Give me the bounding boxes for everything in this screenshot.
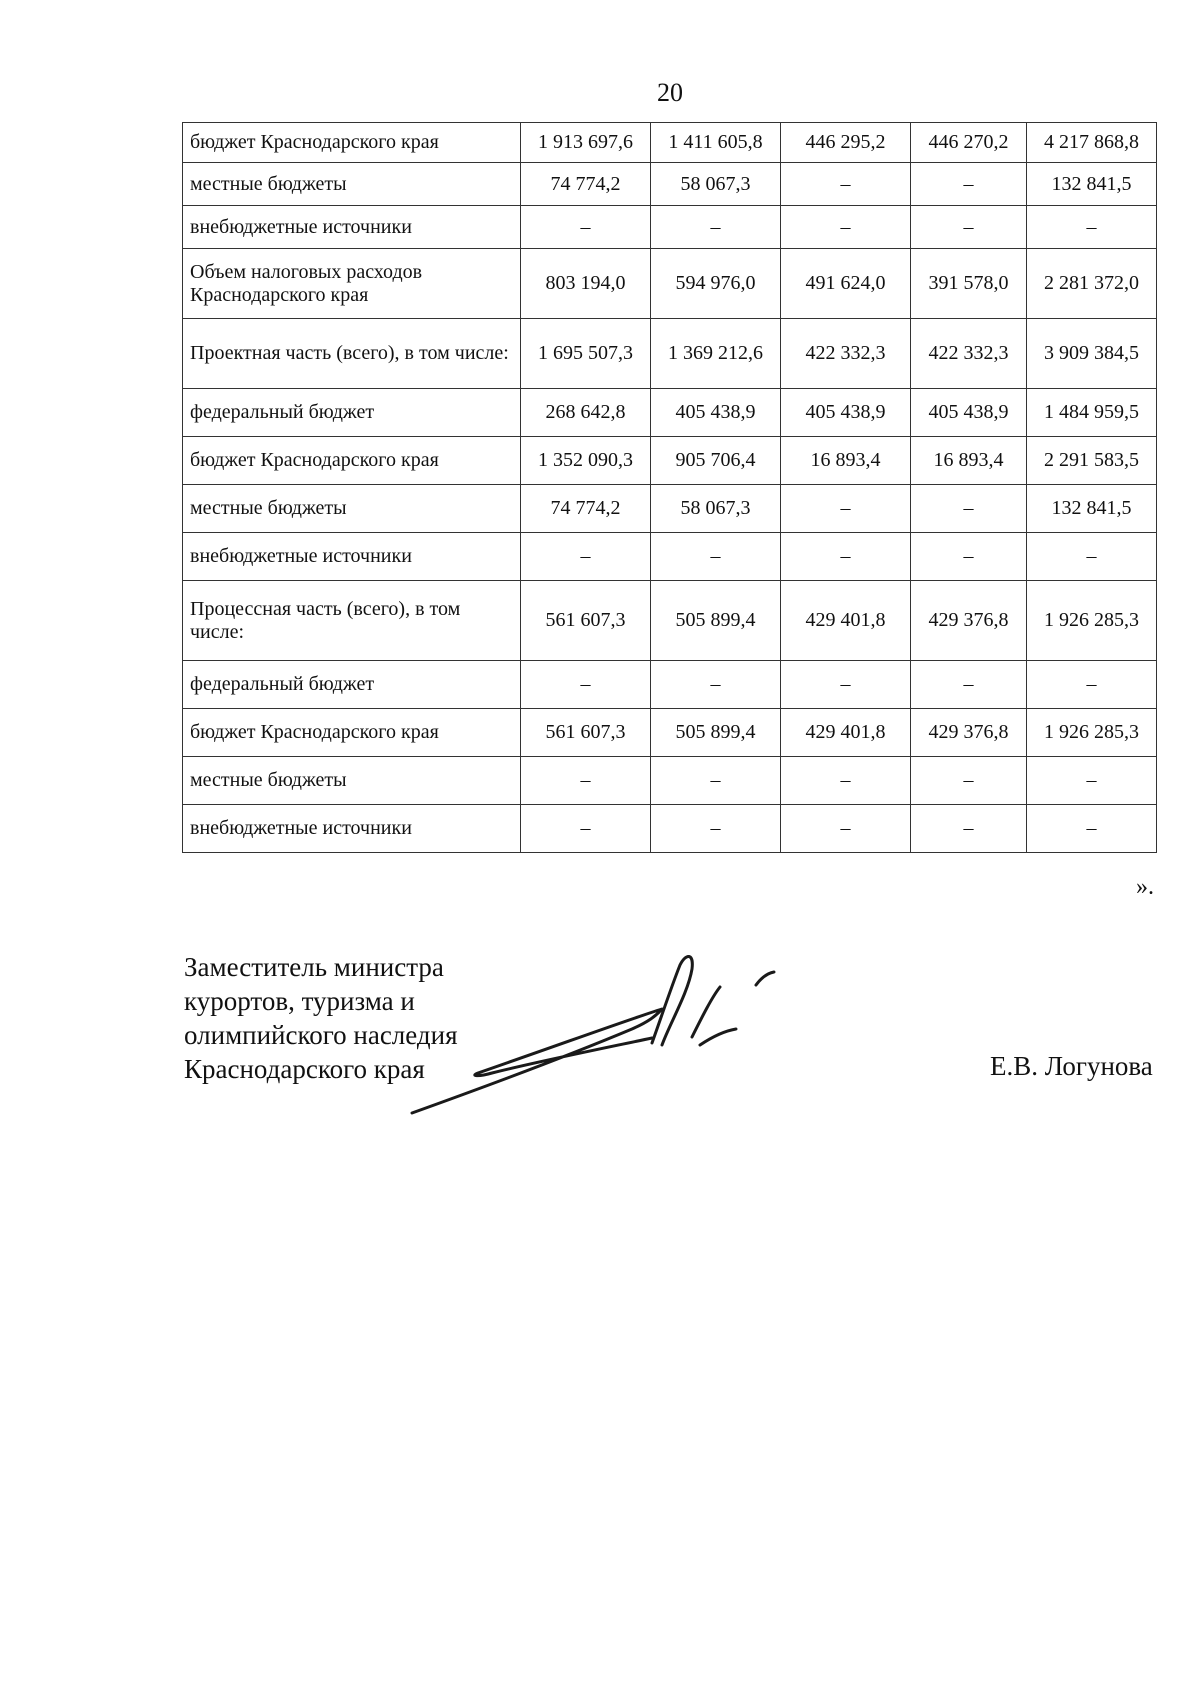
value-cell: –: [911, 757, 1027, 805]
value-cell: –: [521, 757, 651, 805]
row-label: внебюджетные источники: [183, 206, 521, 249]
value-cell: 505 899,4: [651, 581, 781, 661]
value-cell: –: [651, 661, 781, 709]
row-label: местные бюджеты: [183, 757, 521, 805]
value-cell: –: [781, 805, 911, 853]
value-cell: –: [1027, 206, 1157, 249]
value-cell: –: [651, 805, 781, 853]
value-cell: 429 401,8: [781, 581, 911, 661]
value-cell: –: [911, 805, 1027, 853]
value-cell: 505 899,4: [651, 709, 781, 757]
row-label: Проектная часть (всего), в том числе:: [183, 319, 521, 389]
table-row: [183, 163, 1157, 206]
table-row: [183, 485, 1157, 533]
value-cell: –: [911, 485, 1027, 533]
value-cell: 1 484 959,5: [1027, 389, 1157, 437]
table-row: [183, 757, 1157, 805]
table-row: [183, 661, 1157, 709]
table-row: [183, 805, 1157, 853]
value-cell: 1 926 285,3: [1027, 581, 1157, 661]
value-cell: 446 295,2: [781, 123, 911, 163]
value-cell: 429 376,8: [911, 581, 1027, 661]
row-label: бюджет Краснодарского края: [183, 437, 521, 485]
value-cell: 594 976,0: [651, 249, 781, 319]
value-cell: –: [911, 533, 1027, 581]
value-cell: –: [1027, 661, 1157, 709]
value-cell: –: [781, 163, 911, 206]
value-cell: 1 411 605,8: [651, 123, 781, 163]
value-cell: –: [911, 163, 1027, 206]
table-row: [183, 709, 1157, 757]
row-label: внебюджетные источники: [183, 805, 521, 853]
position-line: курортов, туризма и: [184, 986, 415, 1016]
row-label: местные бюджеты: [183, 485, 521, 533]
value-cell: 4 217 868,8: [1027, 123, 1157, 163]
value-cell: 1 369 212,6: [651, 319, 781, 389]
value-cell: 905 706,4: [651, 437, 781, 485]
row-label: Объем налоговых расходов Краснодарского края: [183, 249, 521, 319]
value-cell: 803 194,0: [521, 249, 651, 319]
row-label: Процессная часть (всего), в том числе:: [183, 581, 521, 661]
value-cell: 2 291 583,5: [1027, 437, 1157, 485]
value-cell: –: [781, 206, 911, 249]
budget-table: [182, 122, 1157, 853]
row-label: внебюджетные источники: [183, 533, 521, 581]
value-cell: 422 332,3: [781, 319, 911, 389]
value-cell: 16 893,4: [911, 437, 1027, 485]
row-label: бюджет Краснодарского края: [183, 709, 521, 757]
table-row: [183, 389, 1157, 437]
value-cell: –: [911, 206, 1027, 249]
value-cell: 446 270,2: [911, 123, 1027, 163]
value-cell: 391 578,0: [911, 249, 1027, 319]
value-cell: 2 281 372,0: [1027, 249, 1157, 319]
value-cell: 132 841,5: [1027, 485, 1157, 533]
value-cell: 429 401,8: [781, 709, 911, 757]
position-line: Краснодарского края: [184, 1054, 425, 1084]
value-cell: 268 642,8: [521, 389, 651, 437]
value-cell: –: [781, 533, 911, 581]
value-cell: –: [521, 661, 651, 709]
table-row: [183, 319, 1157, 389]
handwritten-signature: [400, 945, 820, 1125]
row-label: бюджет Краснодарского края: [183, 123, 521, 163]
row-label: местные бюджеты: [183, 163, 521, 206]
row-label: федеральный бюджет: [183, 661, 521, 709]
value-cell: 1 695 507,3: [521, 319, 651, 389]
table-row: [183, 533, 1157, 581]
page-number: 20: [657, 78, 683, 107]
signer-name: Е.В. Логунова: [990, 1051, 1153, 1081]
value-cell: –: [781, 757, 911, 805]
value-cell: 491 624,0: [781, 249, 911, 319]
table-row: [183, 206, 1157, 249]
value-cell: –: [651, 757, 781, 805]
value-cell: 132 841,5: [1027, 163, 1157, 206]
value-cell: –: [521, 206, 651, 249]
value-cell: 561 607,3: [521, 709, 651, 757]
value-cell: 1 926 285,3: [1027, 709, 1157, 757]
value-cell: –: [651, 206, 781, 249]
value-cell: 405 438,9: [651, 389, 781, 437]
value-cell: –: [1027, 533, 1157, 581]
table-row: [183, 123, 1157, 163]
value-cell: –: [521, 805, 651, 853]
value-cell: 422 332,3: [911, 319, 1027, 389]
table-row: [183, 249, 1157, 319]
closing-quote: ».: [1136, 874, 1154, 900]
value-cell: –: [781, 661, 911, 709]
value-cell: –: [521, 533, 651, 581]
value-cell: 58 067,3: [651, 163, 781, 206]
table-row: [183, 437, 1157, 485]
value-cell: –: [1027, 805, 1157, 853]
position-line: олимпийского наследия: [184, 1020, 458, 1050]
value-cell: 74 774,2: [521, 163, 651, 206]
row-label: федеральный бюджет: [183, 389, 521, 437]
value-cell: 561 607,3: [521, 581, 651, 661]
value-cell: –: [781, 485, 911, 533]
value-cell: –: [911, 661, 1027, 709]
value-cell: 405 438,9: [781, 389, 911, 437]
value-cell: 1 913 697,6: [521, 123, 651, 163]
value-cell: 429 376,8: [911, 709, 1027, 757]
value-cell: 74 774,2: [521, 485, 651, 533]
value-cell: 405 438,9: [911, 389, 1027, 437]
value-cell: 16 893,4: [781, 437, 911, 485]
value-cell: 58 067,3: [651, 485, 781, 533]
value-cell: –: [651, 533, 781, 581]
value-cell: 1 352 090,3: [521, 437, 651, 485]
table-row: [183, 581, 1157, 661]
value-cell: –: [1027, 757, 1157, 805]
position-line: Заместитель министра: [184, 952, 444, 982]
value-cell: 3 909 384,5: [1027, 319, 1157, 389]
